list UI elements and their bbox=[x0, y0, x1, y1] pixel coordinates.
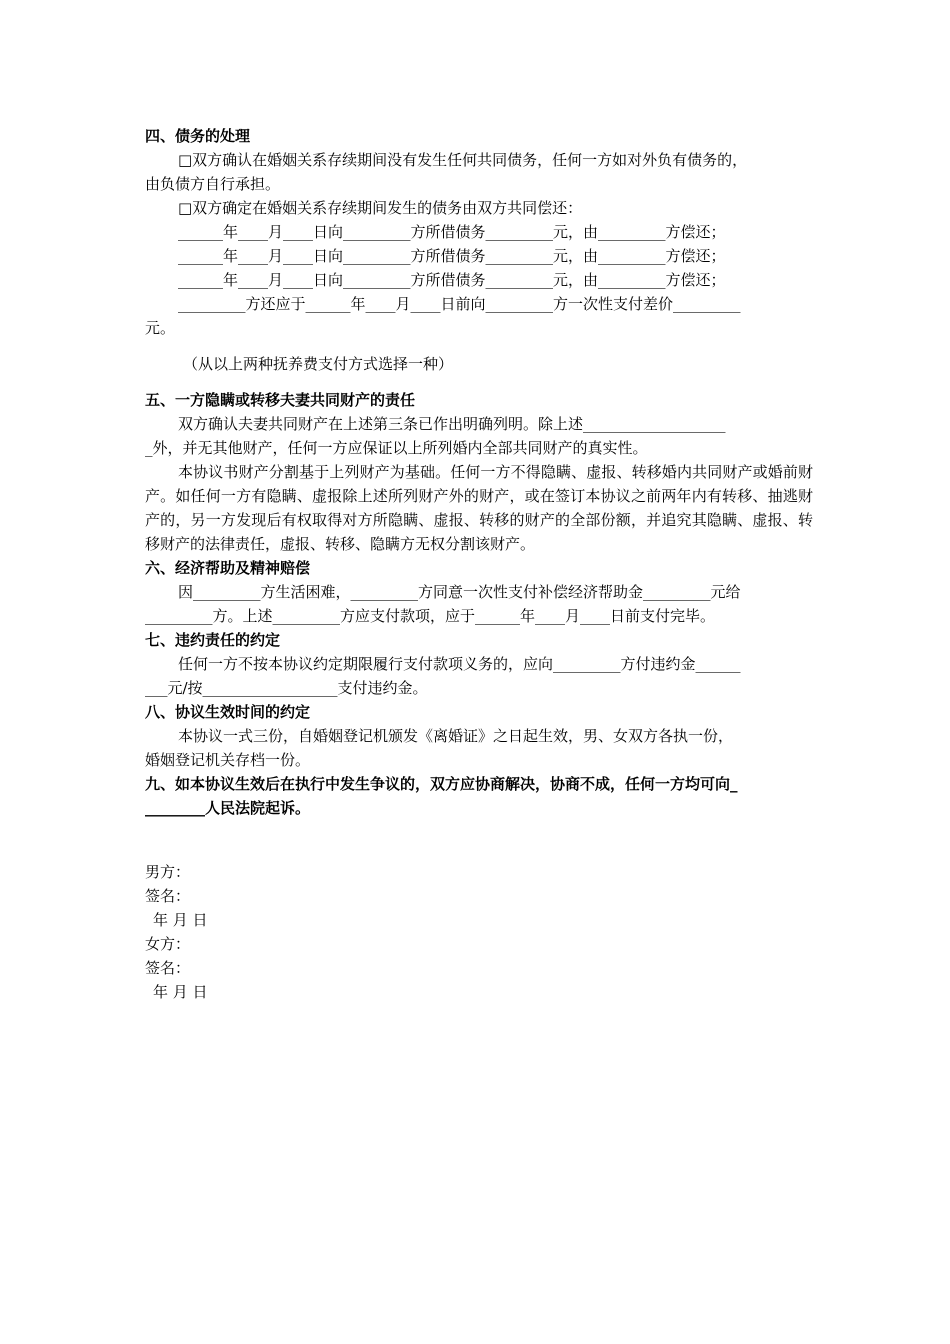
section9-line2: ________人民法院起诉。 bbox=[145, 799, 311, 817]
section8-heading: 八、协议生效时间的约定 bbox=[145, 703, 311, 721]
document-page bbox=[145, 124, 813, 1004]
section6-heading: 六、经济帮助及精神赔偿 bbox=[145, 559, 311, 577]
section8-line2: 婚姻登记机关存档一份。 bbox=[145, 751, 311, 769]
section4-heading: 四、债务的处理 bbox=[145, 127, 251, 145]
section9-line1: 九、如本协议生效后在执行中发生争议的，双方应协商解决，协商不成，任何一方均可向_ bbox=[145, 775, 738, 793]
section5-para2: 本协议书财产分割基于上列财产为基础。任何一方不得隐瞒、虚报、转移婚内共同财产或婚前财产。如任何一方有隐瞒、虚报除上述所列财产外的财产，或在签订本协议之前两年内有转移、抽逃财产的，另一方发现后有权取得对方所隐瞒、虚报、转移的财产的全部份额，并追究其隐瞒、虚报、转移财产的法律责任，虚报、转移、隐瞒方无权分割该财产。 bbox=[145, 463, 813, 553]
female-date: 年 月 日 bbox=[153, 983, 208, 1001]
section7-heading: 七、违约责任的约定 bbox=[145, 631, 281, 649]
debt-row: ______年____月____日向_________方所借债务_________元，由_________方偿还； bbox=[178, 223, 726, 241]
section7-line2: ___元/按__________________支付违约金。 bbox=[145, 679, 428, 697]
male-party-label: 男方： bbox=[145, 863, 191, 881]
debt-option-none-line2: 由负债方自行承担。 bbox=[145, 175, 281, 193]
male-signature-label: 签名： bbox=[145, 887, 191, 905]
section5-para1-line2: _外，并无其他财产，任何一方应保证以上所列婚内全部共同财产的真实性。 bbox=[145, 439, 648, 457]
section6-line2: _________方。上述_________方应支付款项，应于______年____月____日前支付完毕。 bbox=[145, 607, 716, 625]
section8-line1: 本协议一式三份，自婚姻登记机颁发《离婚证》之日起生效，男、女双方各执一份， bbox=[178, 727, 734, 745]
section6-line1: 因_________方生活困难，_________方同意一次性支付补偿经济帮助金_________元给 bbox=[178, 583, 741, 601]
female-signature-label: 签名： bbox=[145, 959, 191, 977]
male-date: 年 月 日 bbox=[153, 911, 208, 929]
section5-para1-line1: 双方确认夫妻共同财产在上述第三条已作出明确列明。除上述___________________ bbox=[178, 415, 726, 433]
section7-line1: 任何一方不按本协议约定期限履行支付款项义务的，应向_________方付违约金______ bbox=[178, 655, 741, 673]
debt-difference-line: _________方还应于______年____月____日前向_________方一次性支付差价_________ bbox=[178, 295, 741, 313]
female-party-label: 女方： bbox=[145, 935, 191, 953]
section5-heading: 五、一方隐瞒或转移夫妻共同财产的责任 bbox=[145, 391, 416, 409]
debt-difference-unit: 元。 bbox=[145, 319, 176, 337]
debt-option-none-line1: □双方确认在婚姻关系存续期间没有发生任何共同债务，任何一方如对外负有债务的， bbox=[178, 151, 748, 169]
debt-option-shared: □双方确定在婚姻关系存续期间发生的债务由双方共同偿还： bbox=[178, 199, 583, 217]
debt-row: ______年____月____日向_________方所借债务_________元，由_________方偿还； bbox=[178, 271, 726, 289]
debt-row: ______年____月____日向_________方所借债务_________元，由_________方偿还； bbox=[178, 247, 726, 265]
payment-choice-note: （从以上两种抚养费支付方式选择一种） bbox=[183, 355, 454, 373]
